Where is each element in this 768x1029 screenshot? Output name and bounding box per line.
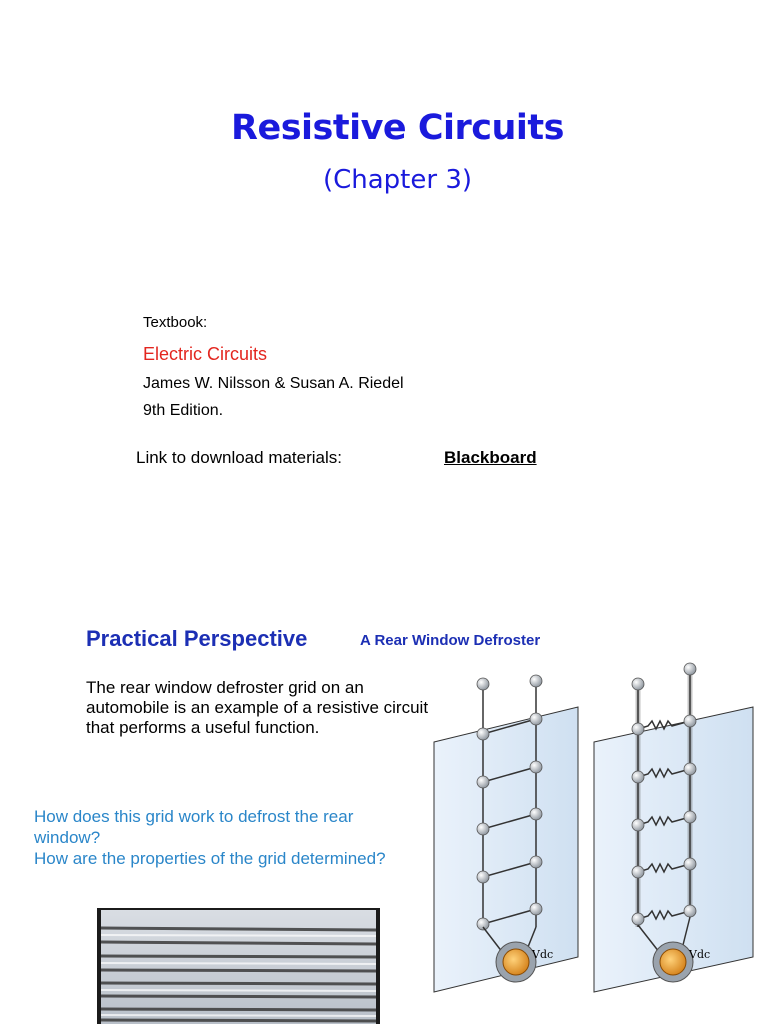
textbook-authors: James W. Nilsson & Susan A. Riedel bbox=[143, 375, 404, 392]
practical-perspective-body: The rear window defroster grid on an automobile is an example of a resistive circuit that performs a useful function. bbox=[86, 678, 429, 737]
questions-block bbox=[34, 806, 414, 869]
practical-perspective-subtitle: A Rear Window Defroster bbox=[360, 632, 541, 649]
blackboard-link[interactable]: Blackboard bbox=[444, 448, 537, 467]
slide-title: Resistive Circuits bbox=[231, 108, 564, 148]
download-link-label: Link to download materials: bbox=[136, 448, 343, 467]
defroster-photo bbox=[97, 908, 380, 1024]
source-label-right: Vdc bbox=[689, 948, 711, 961]
slide-subtitle: (Chapter 3) bbox=[322, 165, 473, 195]
question-2: How are the properties of the grid determined? bbox=[34, 849, 386, 868]
textbook-edition: 9th Edition. bbox=[143, 402, 224, 419]
practical-perspective-title: Practical Perspective bbox=[86, 626, 308, 651]
source-label-left: Vdc bbox=[532, 948, 554, 961]
question-1: How does this grid work to defrost the rear window? bbox=[34, 807, 354, 847]
textbook-title: Electric Circuits bbox=[143, 344, 268, 364]
textbook-label: Textbook: bbox=[143, 314, 208, 331]
defroster-grid-diagram bbox=[428, 657, 768, 1024]
